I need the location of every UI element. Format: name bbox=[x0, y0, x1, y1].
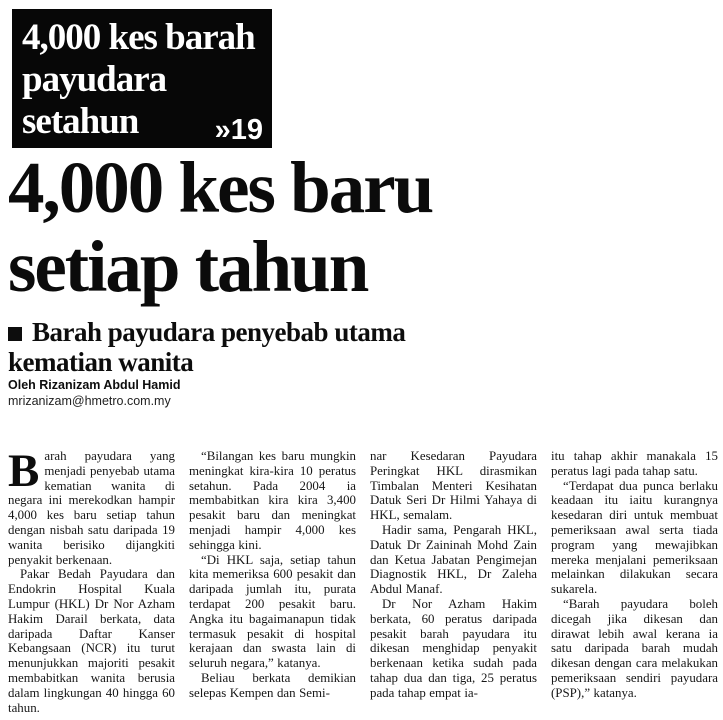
main-headline bbox=[8, 148, 432, 306]
square-bullet-icon bbox=[8, 327, 22, 341]
subheadline bbox=[8, 317, 438, 377]
teaser-box bbox=[12, 9, 272, 148]
paragraph: “Di HKL saja, setiap tahun kita memeriksa 600 pesakit dan daripada jumlah itu, purata terdapat 200 pesakit baru. Angka itu bagaimanapun tidak termasuk pesakit di hospital kerajaan dan swasta lain di seluruh negara,” katanya. bbox=[189, 552, 356, 671]
teaser-line: 4,000 kes barah bbox=[22, 17, 255, 58]
subheadline-text: Barah payudara penyebab utama kematian wanita bbox=[8, 317, 406, 377]
headline-line: setiap tahun bbox=[8, 226, 368, 307]
article-column-1 bbox=[8, 445, 175, 715]
paragraph: Beliau berkata demikian selepas Kempen dan Semi- bbox=[189, 670, 356, 700]
paragraph: Dr Nor Azham Hakim berkata, 60 peratus daripada pesakit barah payudara itu dikesan menghidap penyakit berkenaan ketika sudah pada tahap dua dan tiga, 25 peratus pada tahap empat ia- bbox=[370, 596, 537, 700]
page-ref-badge: »19 bbox=[214, 114, 263, 146]
article-body bbox=[8, 445, 718, 715]
drop-cap: B bbox=[8, 445, 40, 497]
paragraph-text: arah payudara yang menjadi penyebab utama kematian wanita di negara ini merekodkan hampir 4,000 kes baru setiap tahun dengan nisbah satu daripada 19 wanita berisiko dijangkiti penyakit berkenaan. bbox=[8, 449, 175, 567]
paragraph bbox=[8, 445, 175, 567]
paragraph: “Terdapat dua punca berlaku keadaan itu iaitu kurangnya kesedaran diri untuk membuat pemeriksaan awal serta tiada program yang mewajibkan mereka menjalani pemeriksaan melainkan dilakukan secara sukarela. bbox=[551, 478, 718, 597]
article-column-2 bbox=[189, 449, 356, 715]
teaser-line: payudara bbox=[22, 59, 167, 100]
article-column-4 bbox=[551, 449, 718, 715]
byline: Oleh Rizanizam Abdul Hamid bbox=[8, 378, 181, 392]
paragraph: nar Kesedaran Payudara Peringkat HKL dirasmikan Timbalan Menteri Kesihatan Datuk Seri Dr Hilmi Yahaya di HKL, semalam. bbox=[370, 449, 537, 523]
headline-line: 4,000 kes baru bbox=[8, 147, 433, 228]
paragraph: Hadir sama, Pengarah HKL, Datuk Dr Zaininah Mohd Zain dan Ketua Jabatan Pengimejan Diagnostik HKL, Dr Zaleha Abdul Manaf. bbox=[370, 522, 537, 597]
paragraph: “Bilangan kes baru mungkin meningkat kira-kira 10 peratus setahun. Pada 2004 ia membabitkan kira kira 3,400 pesakit baru dan meningkat menjadi hampir 4,000 kes sehingga kini. bbox=[189, 449, 356, 552]
author-email: mrizanizam@hmetro.com.my bbox=[8, 394, 171, 408]
paragraph: Pakar Bedah Payudara dan Endokrin Hospital Kuala Lumpur (HKL) Dr Nor Azham Hakim Darail berkata, data daripada Daftar Kanser Kebangsaan (NCR) itu turut menunjukkan majoriti pesakit membabitkan wanita berusia dalam lingkungan 40 hingga 60 tahun. bbox=[8, 567, 175, 715]
article-column-3 bbox=[370, 449, 537, 715]
teaser-line: setahun bbox=[22, 101, 139, 142]
paragraph: “Barah payudara boleh dicegah jika dikesan dan dirawat lebih awal kerana ia satu daripada barah mudah dikesan dengan cara melakukan pemeriksaan sendiri payudara (PSP),” katanya. bbox=[551, 596, 718, 700]
paragraph: itu tahap akhir manakala 15 peratus lagi pada tahap satu. bbox=[551, 449, 718, 478]
